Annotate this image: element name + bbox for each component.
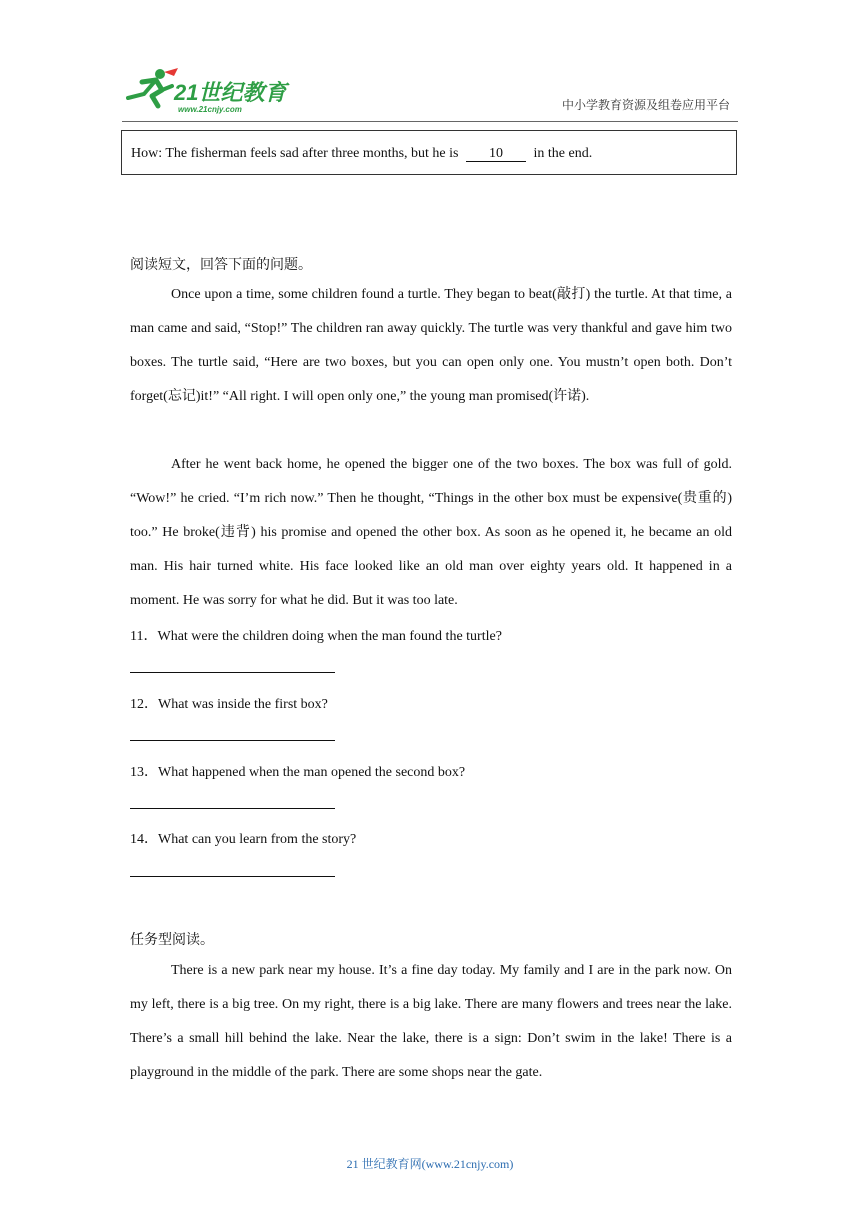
answer-prefix: How: The fisherman feels sad after three months, but he is [131,146,459,161]
header-tagline: 中小学教育资源及组卷应用平台 [561,98,730,112]
reading1-heading: 阅读短文，回答下面的问题。 [130,257,312,273]
reading1-paragraph-1: Once upon a time, some children found a turtle. They began to beat(敲打) the turtle. At that time, a man came and said, “Stop!” The children ran away quickly. The turtle was very thankful and gave him two boxes. The turtle said, “Here are two boxes, but you can open only one. You mustn’t open both. Don’t forget(忘记)it!” “All right. I will open only one,” the young man promised(许诺). [130,287,732,404]
answer-line-13[interactable] [130,808,335,809]
answer-suffix: in the end. [533,146,593,161]
reading1-paragraph-2: After he went back home, he opened the bigger one of the two boxes. The box was full of gold. “Wow!” he cried. “I’m rich now.” Then he thought, “Things in the other box must be expensive(贵重的) too.” He broke(违背) his promise and opened the other box. As soon as he opened it, he became an old man. His hair turned white. His face looked like an old man over eighty years old. It happened in a moment. He was sorry for what he did. But it was too late. [130,457,732,608]
question-11: 11．What were the children doing when the man found the turtle? [130,629,502,644]
runner-icon [122,66,292,116]
answer-blank: 10 [466,147,526,162]
answer-row-text [131,146,592,162]
question-14: 14．What can you learn from the story? [130,832,357,847]
answer-line-14[interactable] [130,876,335,877]
answer-table-row [121,130,737,175]
logo-text: 21世纪教育 [174,80,287,105]
header-divider [122,121,738,122]
reading2-paragraph: There is a new park near my house. It’s a fine day today. My family and I are in the park now. On my left, there is a big tree. On my right, there is a big lake. There are many flowers and trees near the lake. There’s a small hill behind the lake. Near the lake, there is a sign: Don’t swim in the lake! There is a playground in the middle of the park. There are some shops near the gate. [130,963,732,1080]
question-12: 12．What was inside the first box? [130,697,328,712]
answer-line-12[interactable] [130,740,335,741]
page-footer: 21 世纪教育网(www.21cnjy.com) [346,1157,514,1171]
answer-line-11[interactable] [130,672,335,673]
site-logo [122,66,292,116]
reading2-heading: 任务型阅读。 [130,932,214,948]
question-13: 13．What happened when the man opened the second box? [130,765,466,780]
logo-url: www.21cnjy.com [178,105,242,114]
